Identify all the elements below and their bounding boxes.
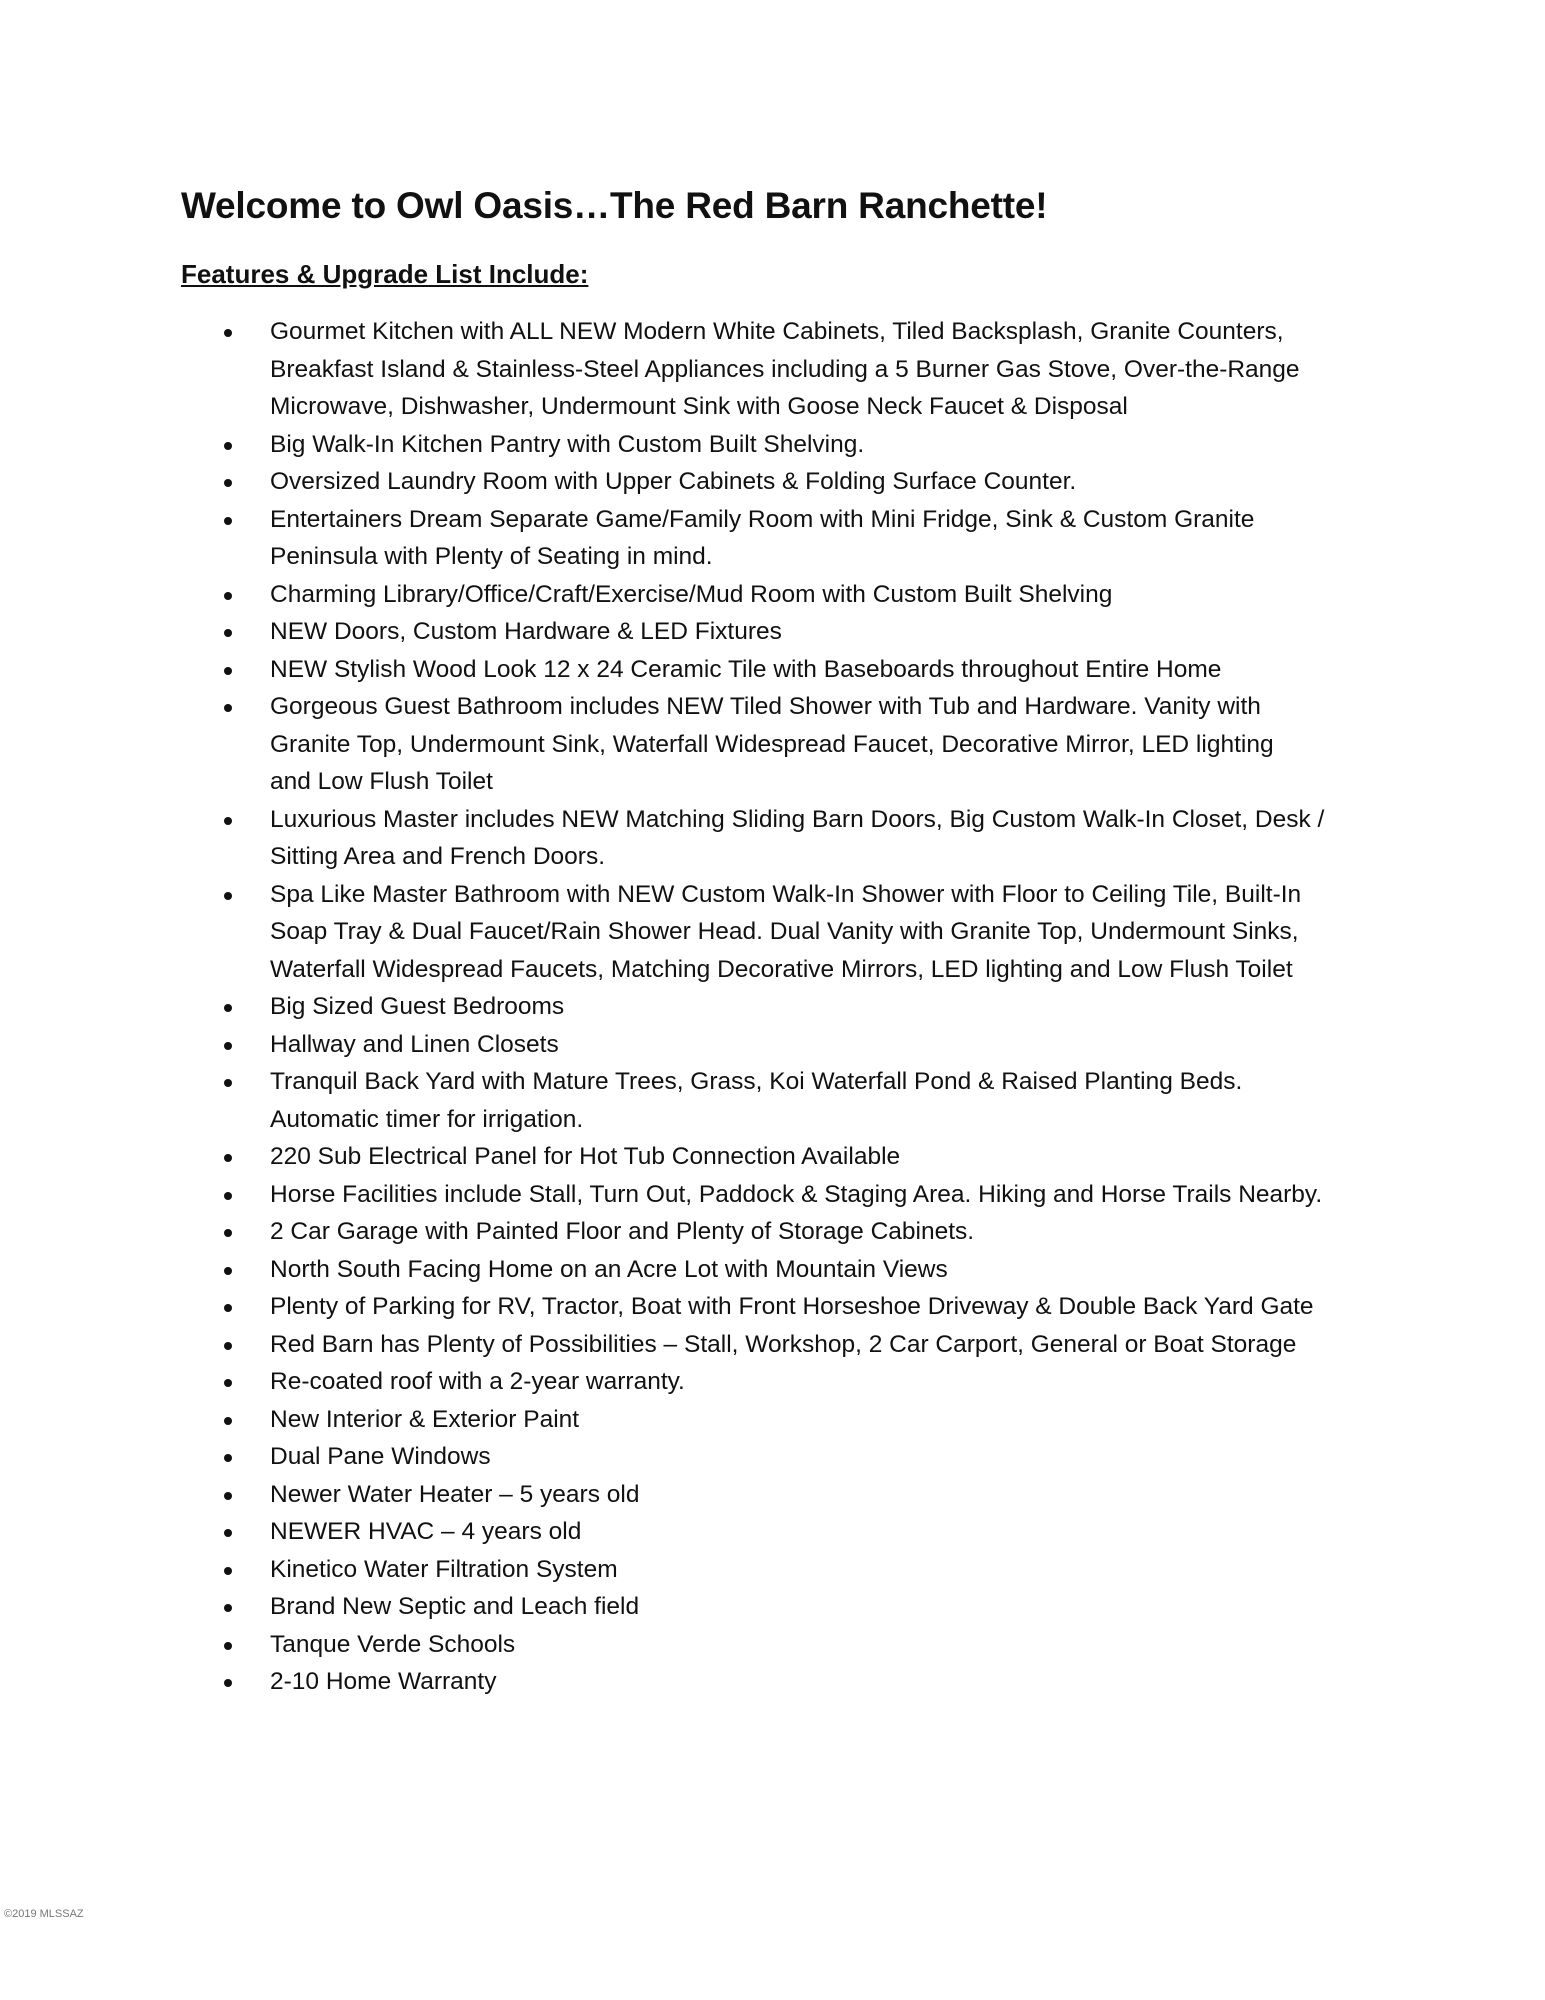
feature-item <box>224 1138 1354 1176</box>
feature-text-line: Horse Facilities include Stall, Turn Out, Paddock & Staging Area. Hiking and Horse Trails Nearby. <box>270 1180 1323 1208</box>
feature-text-line: and Low Flush Toilet <box>270 768 493 795</box>
page-title: Welcome to Owl Oasis…The Red Barn Ranchette! <box>181 185 1048 226</box>
feature-item <box>224 1663 1354 1701</box>
feature-text-line: NEW Doors, Custom Hardware & LED Fixtures <box>270 618 782 645</box>
feature-text-line: New Interior & Exterior Paint <box>270 1405 580 1433</box>
feature-text-line: Breakfast Island & Stainless-Steel Appliances including a 5 Burner Gas Stove, Over-the-Range <box>270 355 1300 383</box>
feature-text-line: 220 Sub Electrical Panel for Hot Tub Connection Available <box>270 1143 901 1170</box>
bullet-icon <box>224 1642 232 1650</box>
feature-text-line: Hallway and Linen Closets <box>270 1030 559 1058</box>
feature-text-line: Newer Water Heater – 5 years old <box>270 1480 640 1508</box>
feature-text-line: Re-coated roof with a 2-year warranty. <box>270 1368 685 1395</box>
bullet-icon <box>224 479 232 487</box>
feature-text-line: 2-10 Home Warranty <box>270 1668 497 1695</box>
bullet-icon <box>224 1229 232 1237</box>
feature-item <box>224 1438 1354 1476</box>
feature-text-line: Tanque Verde Schools <box>270 1630 516 1658</box>
feature-text-line: Soap Tray & Dual Faucet/Rain Shower Head. Dual Vanity with Granite Top, Undermount Sinks, <box>270 918 1299 945</box>
feature-text-line: Big Sized Guest Bedrooms <box>270 993 565 1020</box>
bullet-icon <box>224 592 232 600</box>
feature-text-line: Entertainers Dream Separate Game/Family Room with Mini Fridge, Sink & Custom Granite <box>270 505 1255 533</box>
bullet-icon <box>224 1004 232 1012</box>
features-list <box>224 313 1354 1701</box>
bullet-icon <box>224 1079 232 1087</box>
feature-text-line: Gourmet Kitchen with ALL NEW Modern White Cabinets, Tiled Backsplash, Granite Counters, <box>270 318 1284 345</box>
feature-item <box>224 1251 1354 1289</box>
feature-item <box>224 1513 1354 1551</box>
feature-text-line: Granite Top, Undermount Sink, Waterfall Widespread Faucet, Decorative Mirror, LED lighting <box>270 730 1274 758</box>
feature-item <box>224 576 1354 614</box>
feature-text-line: Spa Like Master Bathroom with NEW Custom Walk-In Shower with Floor to Ceiling Tile, Built-In <box>270 880 1302 908</box>
feature-text-line: Luxurious Master includes NEW Matching Sliding Barn Doors, Big Custom Walk-In Closet, Desk / <box>270 805 1325 833</box>
bullet-icon <box>224 817 232 825</box>
feature-text-line: Peninsula with Plenty of Seating in mind. <box>270 543 713 570</box>
bullet-icon <box>224 1042 232 1050</box>
feature-item <box>224 1363 1354 1401</box>
bullet-icon <box>224 892 232 900</box>
feature-text-line: NEWER HVAC – 4 years old <box>270 1518 582 1545</box>
feature-item <box>224 613 1354 651</box>
feature-text-line: Plenty of Parking for RV, Tractor, Boat with Front Horseshoe Driveway & Double Back Yard Gate <box>270 1293 1314 1320</box>
feature-item <box>224 1326 1354 1364</box>
feature-item <box>224 1588 1354 1626</box>
feature-item <box>224 651 1354 689</box>
feature-item <box>224 876 1354 989</box>
bullet-icon <box>224 704 232 712</box>
bullet-icon <box>224 1342 232 1350</box>
bullet-icon <box>224 1154 232 1162</box>
feature-text-line: Sitting Area and French Doors. <box>270 843 606 870</box>
feature-item <box>224 688 1354 801</box>
features-heading: Features & Upgrade List Include: <box>181 259 589 289</box>
bullet-icon <box>224 1267 232 1275</box>
feature-item <box>224 1213 1354 1251</box>
bullet-icon <box>224 1492 232 1500</box>
bullet-icon <box>224 1567 232 1575</box>
feature-item <box>224 313 1354 426</box>
feature-text-line: 2 Car Garage with Painted Floor and Plenty of Storage Cabinets. <box>270 1218 975 1245</box>
bullet-icon <box>224 1679 232 1687</box>
feature-item <box>224 1476 1354 1514</box>
feature-item <box>224 1176 1354 1214</box>
bullet-icon <box>224 517 232 525</box>
bullet-icon <box>224 1454 232 1462</box>
feature-text-line: Gorgeous Guest Bathroom includes NEW Tiled Shower with Tub and Hardware. Vanity with <box>270 693 1261 720</box>
feature-item <box>224 1551 1354 1589</box>
feature-text-line: North South Facing Home on an Acre Lot with Mountain Views <box>270 1255 948 1283</box>
bullet-icon <box>224 667 232 675</box>
feature-item <box>224 1401 1354 1439</box>
feature-item <box>224 463 1354 501</box>
feature-item <box>224 1063 1354 1138</box>
feature-text-line: Charming Library/Office/Craft/Exercise/Mud Room with Custom Built Shelving <box>270 580 1113 608</box>
feature-item <box>224 1026 1354 1064</box>
feature-text-line: Automatic timer for irrigation. <box>270 1105 584 1133</box>
copyright-footer: ©2019 MLSSAZ <box>4 1908 84 1920</box>
feature-item <box>224 988 1354 1026</box>
feature-text-line: Dual Pane Windows <box>270 1443 491 1470</box>
feature-text-line: Red Barn has Plenty of Possibilities – Stall, Workshop, 2 Car Carport, General or Boat Storage <box>270 1330 1297 1358</box>
bullet-icon <box>224 1529 232 1537</box>
feature-text-line: NEW Stylish Wood Look 12 x 24 Ceramic Tile with Baseboards throughout Entire Home <box>270 655 1222 683</box>
bullet-icon <box>224 329 232 337</box>
feature-text-line: Waterfall Widespread Faucets, Matching Decorative Mirrors, LED lighting and Low Flush Toilet <box>270 955 1293 983</box>
feature-item <box>224 1288 1354 1326</box>
feature-text-line: Big Walk-In Kitchen Pantry with Custom Built Shelving. <box>270 430 865 458</box>
feature-item <box>224 1626 1354 1664</box>
feature-item <box>224 501 1354 576</box>
bullet-icon <box>224 1417 232 1425</box>
bullet-icon <box>224 1304 232 1312</box>
feature-item <box>224 801 1354 876</box>
bullet-icon <box>224 1379 232 1387</box>
bullet-icon <box>224 1604 232 1612</box>
feature-text-line: Oversized Laundry Room with Upper Cabinets & Folding Surface Counter. <box>270 468 1077 495</box>
bullet-icon <box>224 1192 232 1200</box>
bullet-icon <box>224 629 232 637</box>
feature-text-line: Microwave, Dishwasher, Undermount Sink with Goose Neck Faucet & Disposal <box>270 393 1128 420</box>
bullet-icon <box>224 442 232 450</box>
feature-text-line: Brand New Septic and Leach field <box>270 1593 640 1620</box>
feature-text-line: Kinetico Water Filtration System <box>270 1555 618 1583</box>
feature-text-line: Tranquil Back Yard with Mature Trees, Grass, Koi Waterfall Pond & Raised Planting Beds. <box>270 1068 1243 1095</box>
feature-item <box>224 426 1354 464</box>
